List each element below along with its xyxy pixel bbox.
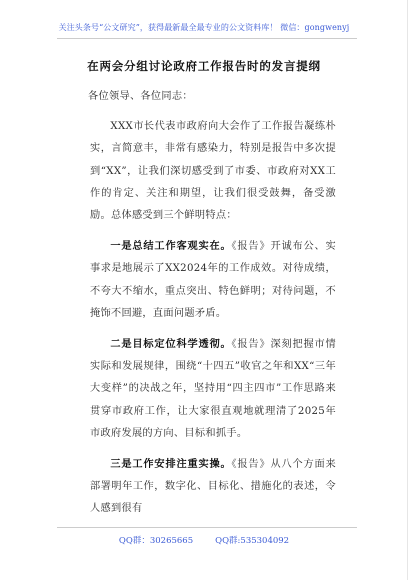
footer-divider [57,527,357,528]
footer-qq-right: QQ群:535304092 [215,536,290,546]
point-3-lead: 三是工作安排注重实操。 [110,458,232,471]
point-paragraph-3 [90,453,336,521]
footer-qq-left: QQ群：30265665 [118,536,194,546]
point-1-text: 《报告》开诚布公、实事求是地展示了XX2024年的工作成效。对待成绩，不夸大不缩水，重点突出、特色鲜明；对待问题，不掩饰不回避，直面问题矛盾。 [90,241,336,319]
intro-paragraph: XXX市长代表市政府向大会作了工作报告凝练朴实，言简意丰，非常有感染力，特别是报告中多次提到“XX”，让我们深切感受到了市委、市政府对XX工作的肯定、关注和期望，让我们很受鼓舞，备受激励。总体感受到三个鲜明特点： [90,121,336,222]
salutation: 各位领导、各位同志： [88,91,193,102]
header-promo-note: 关注头条号“公文研究”，获得最新最全最专业的公文资料库！ 微信：gongwenyj [58,23,350,32]
point-2-text: 《报告》深刻把握市情实际和发展规律，围绕“十四五”收官之年和XX“三年大变样”的决战之年，坚持用“四主四市”工作思路来贯穿市政府工作，让大家很直观地就理清了2025年市政府发展的方向、目标和抓手。 [90,339,336,439]
point-1-lead: 一是总结工作客观实在。 [110,240,232,253]
point-2-lead: 二是目标定位科学透彻。 [110,338,232,351]
point-paragraph-2 [90,333,336,445]
document-body [90,86,336,529]
footer-qq-groups [0,534,408,546]
point-paragraph-1 [90,235,336,325]
header-divider [57,38,357,39]
document-title: 在两会分组讨论政府工作报告时的发言提纲 [87,59,321,73]
point-3-text: 《报告》从八个方面来部署明年工作，数字化、目标化、措施化的表述，令人感到很有 [90,459,336,515]
